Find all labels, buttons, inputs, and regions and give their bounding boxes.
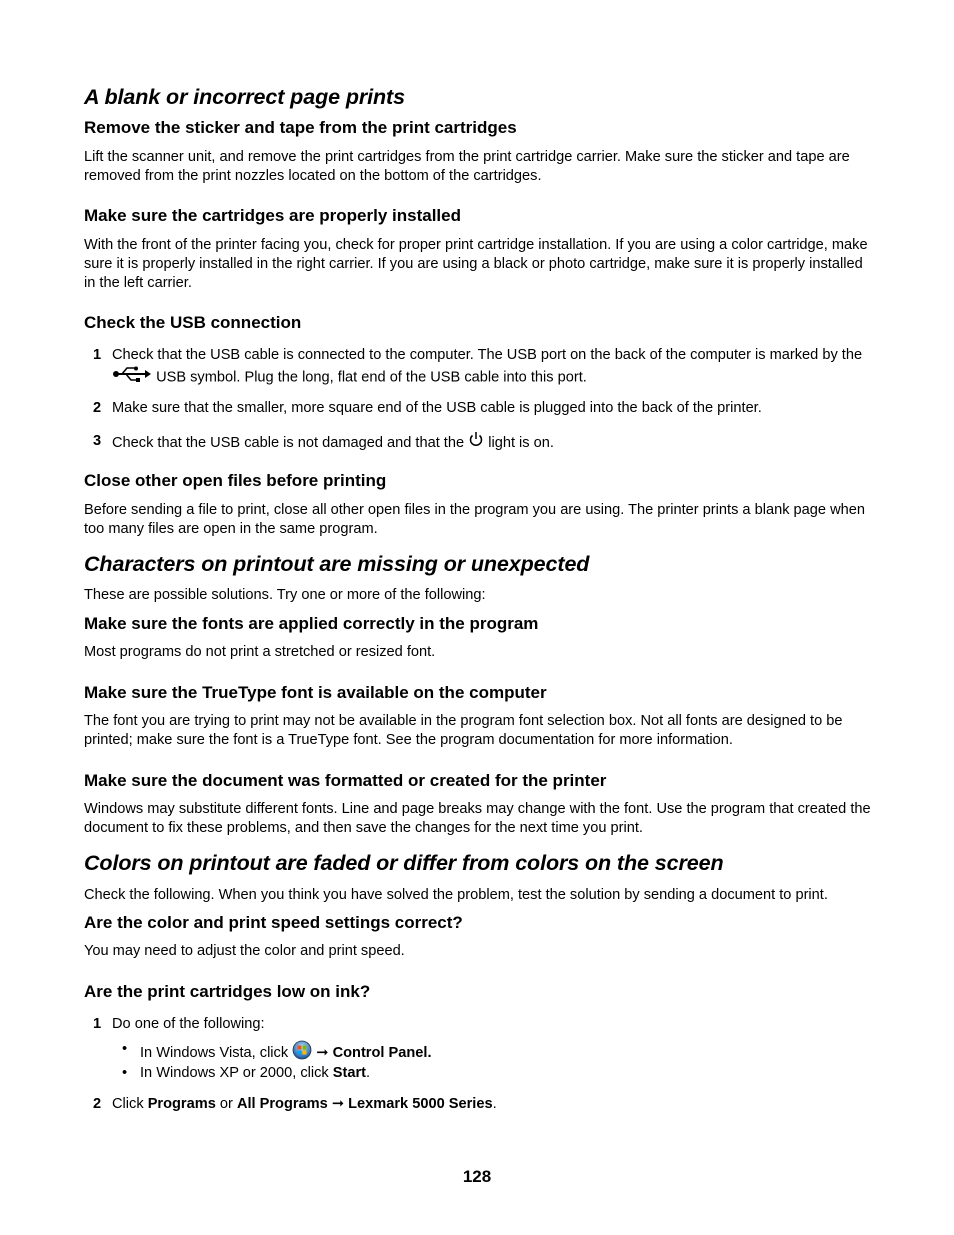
step-number: 2 — [93, 400, 102, 416]
subheading-usb-connection: Check the USB connection — [84, 313, 302, 332]
bullet-text-a: In Windows XP or 2000, click — [140, 1065, 329, 1081]
step-number: 2 — [93, 1096, 102, 1112]
step-text — [112, 431, 874, 455]
bullet-text-a: In Windows Vista, click — [140, 1044, 289, 1061]
body-remove-sticker: Lift the scanner unit, and remove the print cartridges from the print cartridge carrier. Make sure the sticker and tape are removed from the print nozzles located on the bottom of the cartridges. — [84, 149, 850, 184]
step-number: 3 — [93, 433, 102, 449]
step-text-b: light is on. — [488, 434, 554, 451]
section-title-colors: Colors on printout are faded or differ from colors on the screen — [84, 851, 724, 875]
power-icon — [468, 431, 484, 455]
step-text-a: Check that the USB cable is connected to the computer. The USB port on the back of the computer is marked by the — [112, 347, 863, 363]
start-label: Start — [332, 1065, 367, 1081]
section-title-characters: Characters on printout are missing or unexpected — [84, 552, 590, 576]
windows-start-orb-icon — [292, 1040, 312, 1066]
control-panel-label: Control Panel. — [332, 1044, 432, 1061]
bullet-text — [140, 1064, 370, 1083]
body-close-files: Before sending a file to print, close all other open files in the program you are using. The printer prints a blank page when too many files are open in the same program. — [84, 502, 865, 537]
step-text-b: USB symbol. Plug the long, flat end of the USB cable into this port. — [156, 369, 587, 386]
step-text-or: or — [219, 1096, 233, 1112]
subheading-truetype: Make sure the TrueType font is available on the computer — [84, 683, 547, 702]
step-period: . — [492, 1096, 497, 1112]
lexmark-series-label: Lexmark 5000 Series — [348, 1096, 493, 1112]
step-number: 1 — [93, 1016, 102, 1032]
subheading-fonts-applied: Make sure the fonts are applied correctly in the program — [84, 614, 539, 633]
body-document-formatted: Windows may substitute different fonts. Line and page breaks may change with the font. Use the program that created the document to fix these problems, and then save the changes for the next time you print. — [84, 801, 871, 836]
subheading-remove-sticker: Remove the sticker and tape from the print cartridges — [84, 118, 517, 137]
arrow-glyph: ➞ — [331, 1096, 345, 1112]
all-programs-label: All Programs — [236, 1096, 328, 1112]
subheading-document-formatted: Make sure the document was formatted or created for the printer — [84, 771, 607, 790]
step-text — [112, 1094, 874, 1115]
intro-colors: Check the following. When you think you have solved the problem, test the solution by sending a document to print. — [84, 887, 828, 903]
bullet-dot: • — [122, 1041, 128, 1057]
subheading-low-ink: Are the print cartridges low on ink? — [84, 982, 371, 1001]
body-truetype: The font you are trying to print may not be available in the program font selection box. Not all fonts are designed to be printed; make sure the font is a TrueType font. See the program documentation for more information. — [84, 713, 843, 748]
step-text — [112, 345, 874, 389]
page-number: 128 — [462, 1167, 492, 1186]
section-title-blank-page: A blank or incorrect page prints — [84, 85, 405, 109]
bullet-period: . — [366, 1065, 371, 1081]
step-text: Do one of the following: — [112, 1016, 265, 1032]
step-text: Make sure that the smaller, more square end of the USB cable is plugged into the back of the printer. — [112, 400, 762, 416]
usb-icon — [112, 366, 152, 389]
body-fonts-applied: Most programs do not print a stretched or resized font. — [84, 644, 436, 660]
body-color-settings: You may need to adjust the color and print speed. — [84, 943, 405, 959]
bullet-text — [140, 1040, 432, 1066]
programs-label: Programs — [147, 1096, 216, 1112]
intro-characters: These are possible solutions. Try one or more of the following: — [84, 587, 486, 603]
step-text-a: Check that the USB cable is not damaged and that the — [112, 434, 465, 451]
arrow-glyph: ➞ — [316, 1044, 329, 1061]
subheading-close-files: Close other open files before printing — [84, 471, 387, 490]
subheading-cartridges-installed: Make sure the cartridges are properly installed — [84, 206, 461, 225]
subheading-color-settings: Are the color and print speed settings correct? — [84, 913, 463, 932]
body-cartridges-installed: With the front of the printer facing you, check for proper print cartridge installation. If you are using a color cartridge, make sure it is properly installed in the right carrier. If you are using a black or photo cartridge, make sure it is properly installed in the left carrier. — [84, 237, 868, 291]
step-text-a: Click — [112, 1096, 144, 1112]
bullet-dot: • — [122, 1065, 128, 1081]
step-number: 1 — [93, 347, 102, 363]
